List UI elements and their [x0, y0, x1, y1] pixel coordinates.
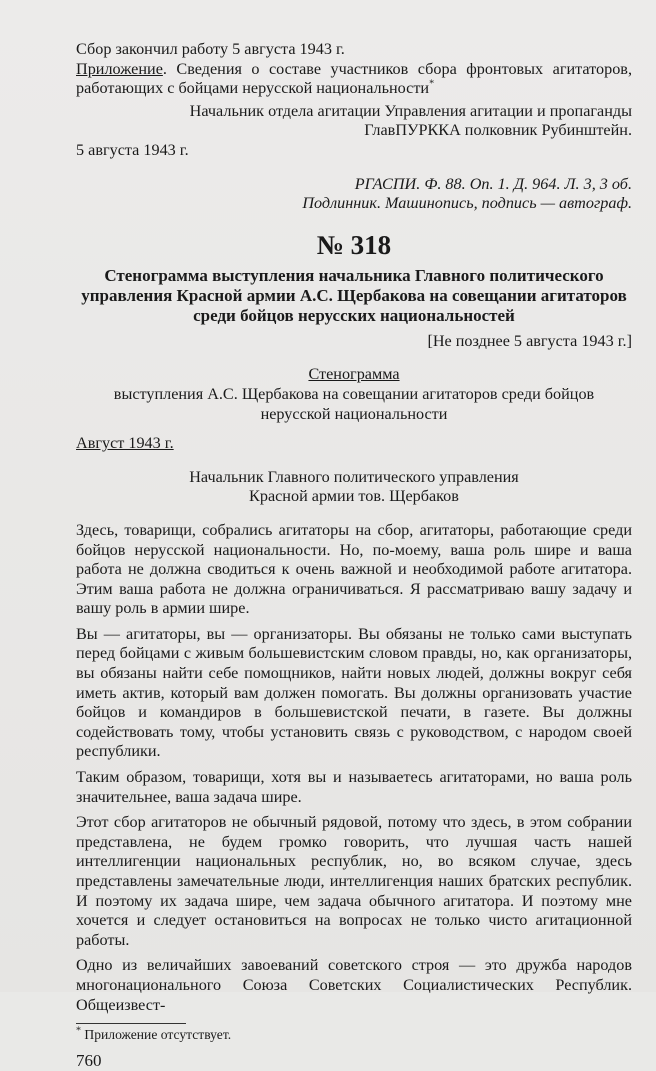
original-note: Подлинник. Машинопись, подпись — автограф.	[302, 194, 632, 213]
signer-line-2: ГлавПУРККА полковник Рубинштейн.	[364, 121, 632, 140]
speech-paragraph-2: Вы — агитаторы, вы — организаторы. Вы обязаны не только сами выступать перед бойцами с живым большевистским словом правды, но, как организаторы, вы обязаны найти себе помощников, найти новых людей, должны вокруг себя иметь актив, который вам должен помогать. Вы должны организовать участие бойцов и командиров в большевистской печати, в газете. Вы должны содействовать тому, чтобы установить связь с руководством, с народом своей республики.	[76, 624, 632, 761]
document-month: Август 1943 г.	[76, 434, 174, 453]
speech-paragraph-5: Одно из величайших завоеваний советского строя — это дружба народов многонационального Союза Советских Социалистических Республик. Общеизвест-	[76, 956, 632, 1014]
page-number: 760	[76, 1051, 102, 1071]
archive-reference: РГАСПИ. Ф. 88. Оп. 1. Д. 964. Л. 3, 3 об.	[354, 174, 632, 193]
footnote	[76, 1026, 632, 1043]
appendix-text: . Сведения о составе участников сбора фронтовых агитаторов, работающих с бойцами нерусской национальности	[76, 59, 632, 98]
document-number: № 318	[316, 229, 392, 260]
speech-paragraph-4: Этот сбор агитаторов не обычный рядовой, потому что здесь, в этом собрании представлена, не будем громко говорить, что лучшая часть нашей интеллигенции национальных республик, но, во всяком случае, здесь представлены замечательные люди, интеллигенция наших братских республик. И поэтому их задача шире, чем задача обычного агитатора. И поэтому мне хочется и следует остановиться на вопросах не только чисто агитационной работы.	[76, 813, 632, 949]
speech-paragraph-3: Таким образом, товарищи, хотя вы и называетесь агитаторами, но ваша роль значительнее, ваша задача шире.	[76, 768, 632, 806]
footnote-text: Приложение отсутствует.	[84, 1027, 232, 1043]
speaker-line-2: Красной армии тов. Щербаков	[249, 487, 459, 506]
footnote-divider	[76, 1023, 186, 1024]
signature-date: 5 августа 1943 г.	[76, 140, 189, 159]
closing-line: Сбор закончил работу 5 августа 1943 г.	[76, 40, 345, 58]
appendix-note	[76, 60, 632, 99]
document-title: Стенограмма выступления начальника Главного политического управления Красной армии А.С. Щербакова на совещании агитаторов среди бойцов нерусских национальностей	[81, 265, 627, 325]
speech-paragraph-1: Здесь, товарищи, собрались агитаторы на сбор, агитаторы, работающие среди бойцов нерусской национальности. Но, по-моему, ваша роль шире и ваша работа не должна сводиться к очень важной и необходимой работе агитатора. Этим ваша работа не должна ограничиваться. Я рассматриваю вашу задачу и вашу роль в армии шире.	[76, 520, 632, 618]
speech-body	[76, 521, 632, 1015]
appendix-footnote-mark: *	[429, 78, 435, 90]
subtitle-label: Стенограмма	[308, 365, 400, 384]
document-dating: [Не позднее 5 августа 1943 г.]	[427, 331, 632, 350]
speaker-line-1: Начальник Главного политического управления	[189, 467, 519, 486]
subtitle-text: выступления А.С. Щербакова на совещании агитаторов среди бойцов нерусской национальности	[113, 384, 595, 423]
appendix-label: Приложение	[76, 59, 163, 78]
signer-line-1: Начальник отдела агитации Управления агитации и пропаганды	[189, 101, 632, 120]
footnote-mark: *	[76, 1025, 81, 1037]
